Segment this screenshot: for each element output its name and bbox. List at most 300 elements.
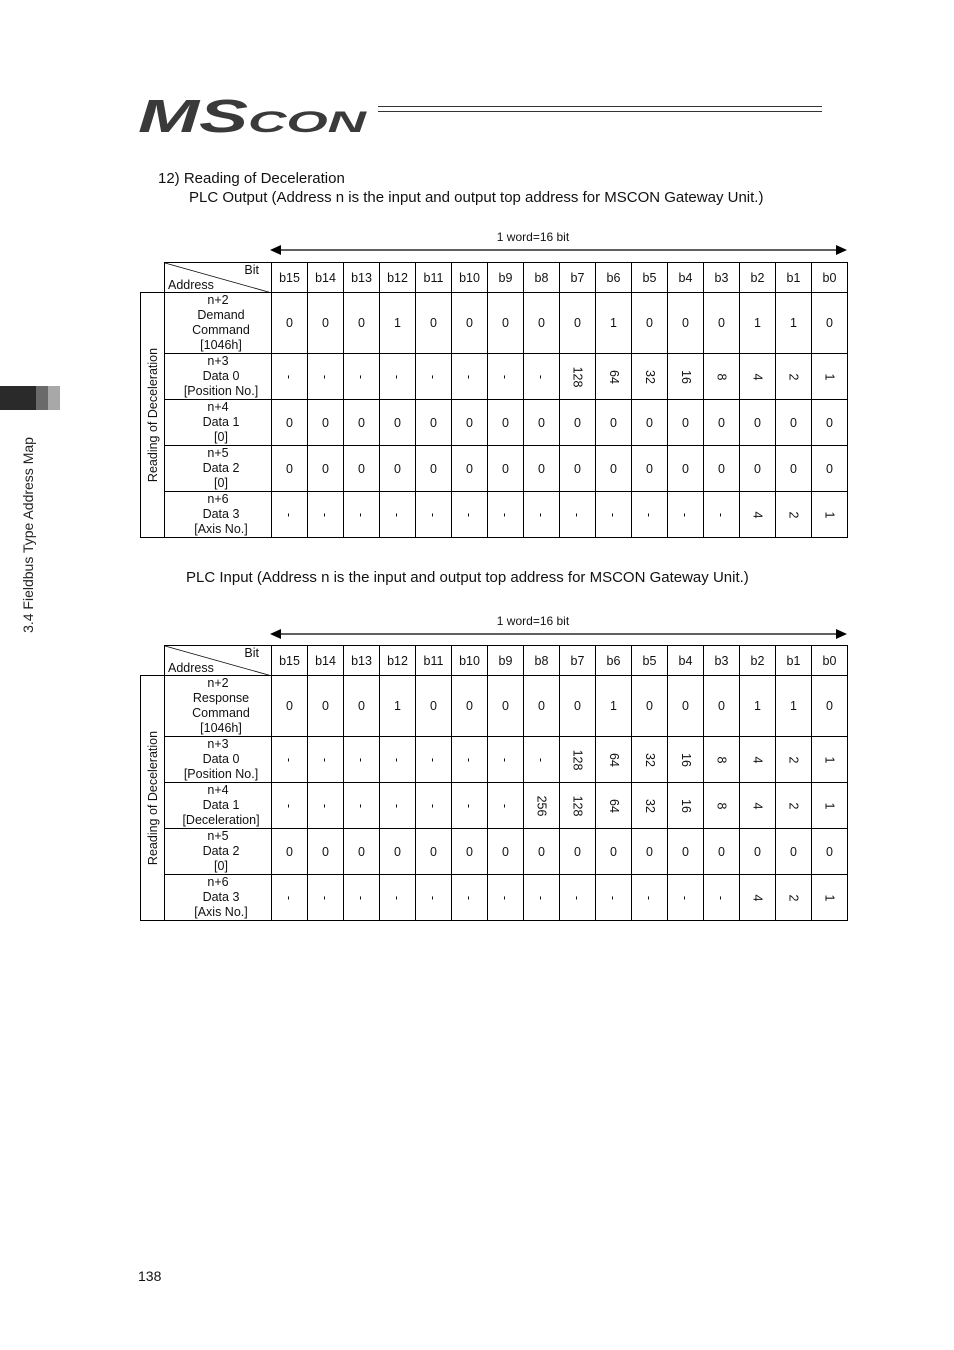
bit-value: 1 [790, 316, 797, 330]
bit-value: 0 [718, 415, 725, 430]
bit-value: - [426, 512, 441, 517]
bit-cell [776, 293, 812, 354]
bit-header: b6 [596, 263, 632, 293]
bit-value: - [282, 512, 297, 517]
bit-cell [380, 354, 416, 400]
bit-value: - [426, 757, 441, 762]
bit-value: 0 [718, 316, 725, 330]
bit-cell [740, 354, 776, 400]
bit-cell [704, 783, 740, 829]
bit-cell [596, 783, 632, 829]
bit-cell [812, 875, 848, 921]
bit-cell [344, 400, 380, 446]
bit-value: - [354, 757, 369, 762]
bit-cell [380, 492, 416, 538]
bit-value: 0 [754, 844, 761, 859]
bit-value: 0 [466, 316, 473, 330]
bit-cell [452, 875, 488, 921]
bit-cell [812, 492, 848, 538]
bit-value: - [354, 512, 369, 517]
bit-cell [380, 875, 416, 921]
address-description: Data 3 [202, 890, 240, 904]
bit-value: 0 [826, 699, 833, 713]
address-description: [0] [214, 476, 228, 490]
bit-cell [596, 400, 632, 446]
bit-value: - [354, 895, 369, 900]
bit-value: 0 [358, 844, 365, 859]
bit-value: 0 [790, 415, 797, 430]
bit-value: - [498, 895, 513, 900]
address-cell [165, 737, 272, 783]
bit-cell [272, 492, 308, 538]
bit-value: 0 [358, 415, 365, 430]
bit-cell [488, 783, 524, 829]
bit-cell [308, 875, 344, 921]
bit-value: 2 [786, 373, 801, 380]
bit-cell [308, 676, 344, 737]
bit-value: - [390, 895, 405, 900]
bit-value: 0 [322, 844, 329, 859]
bit-value: 0 [322, 316, 329, 330]
bit-value: 128 [570, 366, 585, 387]
bit-value: 0 [538, 699, 545, 713]
plc-output-heading: PLC Output (Address n is the input and output top address for MSCON Gateway Unit.) [189, 189, 764, 206]
bit-value: 0 [430, 415, 437, 430]
table-row [141, 400, 848, 446]
address-description: Response [192, 691, 250, 705]
bit-header: b7 [560, 263, 596, 293]
bit-cell [668, 737, 704, 783]
address-offset: n+5 [207, 446, 229, 460]
bit-cell [344, 446, 380, 492]
bit-cell [272, 446, 308, 492]
address-description: [Position No.] [183, 384, 259, 398]
bit-cell [632, 492, 668, 538]
bit-value: 0 [322, 699, 329, 713]
table-row [141, 829, 848, 875]
bit-cell [596, 875, 632, 921]
bit-cell [812, 829, 848, 875]
address-offset: n+6 [207, 492, 229, 506]
header-rule [378, 106, 822, 107]
bit-cell [344, 783, 380, 829]
bit-value: 0 [286, 461, 293, 476]
bit-cell [668, 354, 704, 400]
bit-value: 1 [822, 756, 837, 763]
bit-value: 8 [714, 802, 729, 809]
page-number: 138 [138, 1268, 162, 1284]
bit-value: 0 [538, 461, 545, 476]
bit-value: - [462, 374, 477, 379]
bit-cell [812, 676, 848, 737]
bit-value: 0 [358, 316, 365, 330]
bit-value: 0 [430, 699, 437, 713]
bit-value: 0 [574, 415, 581, 430]
bit-value: 0 [430, 844, 437, 859]
bit-cell [416, 737, 452, 783]
address-description: Data 3 [202, 507, 240, 521]
header-spacer [141, 263, 165, 293]
bit-value: - [282, 757, 297, 762]
bit-value: 16 [678, 369, 693, 384]
bit-cell [308, 737, 344, 783]
bit-cell [596, 293, 632, 354]
bit-value: 8 [714, 373, 729, 380]
bit-header: b4 [668, 263, 704, 293]
bit-cell [632, 783, 668, 829]
mscon-logo [136, 92, 376, 140]
table-row [141, 354, 848, 400]
bit-value: 0 [286, 699, 293, 713]
bit-cell [560, 875, 596, 921]
bit-value: 1 [822, 802, 837, 809]
bit-cell [452, 293, 488, 354]
bit-value: 0 [682, 316, 689, 330]
bit-value: 0 [466, 461, 473, 476]
bit-value: 0 [286, 844, 293, 859]
bit-label: Bit [244, 646, 259, 660]
bit-cell [740, 492, 776, 538]
bit-value: - [426, 374, 441, 379]
bit-header: b15 [272, 646, 308, 676]
bit-value: 64 [606, 369, 621, 384]
word-span-arrow [270, 627, 848, 641]
bit-header: b1 [776, 646, 812, 676]
header-rule [378, 111, 822, 112]
bit-cell [632, 446, 668, 492]
bit-value: 0 [826, 461, 833, 476]
bit-cell [776, 875, 812, 921]
table-row [141, 875, 848, 921]
header-row [141, 263, 848, 293]
address-description: [0] [214, 859, 228, 873]
bit-value: 0 [682, 699, 689, 713]
bit-cell [632, 400, 668, 446]
bit-cell [704, 875, 740, 921]
bit-cell [596, 492, 632, 538]
address-cell [165, 354, 272, 400]
bit-value: - [462, 757, 477, 762]
bit-header: b3 [704, 646, 740, 676]
bit-value: - [390, 803, 405, 808]
bit-cell [812, 293, 848, 354]
bit-cell [272, 829, 308, 875]
bit-cell [308, 400, 344, 446]
bit-cell [452, 737, 488, 783]
address-label: Address [168, 278, 214, 292]
bit-header: b3 [704, 263, 740, 293]
bit-cell [704, 446, 740, 492]
bit-value: 0 [718, 844, 725, 859]
svg-text:CON: CON [248, 106, 369, 139]
bit-cell [596, 354, 632, 400]
bit-cell [416, 492, 452, 538]
bit-cell [452, 676, 488, 737]
bit-header: b7 [560, 646, 596, 676]
plc-input-heading: PLC Input (Address n is the input and output top address for MSCON Gateway Unit.) [186, 569, 749, 586]
plc-output-table [140, 262, 848, 538]
address-cell [165, 293, 272, 354]
bit-value: - [570, 512, 585, 517]
bit-cell [308, 293, 344, 354]
bit-cell [308, 492, 344, 538]
bit-value: - [714, 895, 729, 900]
bit-cell [488, 676, 524, 737]
address-description: Data 1 [202, 415, 240, 429]
bit-value: 0 [826, 316, 833, 330]
bit-header: b4 [668, 646, 704, 676]
bit-header: b8 [524, 646, 560, 676]
address-description: [0] [214, 430, 228, 444]
bit-cell [560, 829, 596, 875]
address-description: Data 2 [202, 844, 240, 858]
bit-cell [704, 354, 740, 400]
bit-cell [272, 676, 308, 737]
bit-header: b10 [452, 646, 488, 676]
bit-value: 0 [754, 461, 761, 476]
bit-value: - [426, 895, 441, 900]
bit-value: - [318, 803, 333, 808]
bit-cell [524, 354, 560, 400]
bit-cell [776, 737, 812, 783]
bit-cell [812, 400, 848, 446]
bit-cell [416, 875, 452, 921]
bit-cell [740, 400, 776, 446]
bit-cell [632, 829, 668, 875]
bit-cell [668, 676, 704, 737]
bit-cell [704, 829, 740, 875]
bit-cell [560, 783, 596, 829]
address-label: Address [168, 661, 214, 675]
bit-value: 0 [394, 844, 401, 859]
bit-cell [560, 354, 596, 400]
bit-address-corner [165, 646, 272, 676]
bit-header: b13 [344, 646, 380, 676]
bit-value: 4 [750, 756, 765, 763]
header-spacer [141, 646, 165, 676]
bit-header: b5 [632, 263, 668, 293]
bit-cell [560, 737, 596, 783]
bit-value: - [282, 895, 297, 900]
bit-value: 8 [714, 756, 729, 763]
bit-value: 0 [790, 844, 797, 859]
bit-value: 16 [678, 752, 693, 767]
bit-value: 2 [786, 511, 801, 518]
bit-cell [380, 400, 416, 446]
bit-value: - [714, 512, 729, 517]
bit-value: 0 [682, 461, 689, 476]
bit-cell [668, 829, 704, 875]
bit-value: 0 [430, 461, 437, 476]
group-label-cell [141, 293, 165, 538]
bit-value: 0 [646, 844, 653, 859]
bit-cell [560, 446, 596, 492]
bit-cell [668, 400, 704, 446]
bit-value: - [534, 895, 549, 900]
bit-cell [380, 676, 416, 737]
address-offset: n+4 [207, 400, 229, 414]
bit-cell [272, 400, 308, 446]
bit-cell [452, 492, 488, 538]
table-row [141, 783, 848, 829]
bit-header: b10 [452, 263, 488, 293]
bit-cell [596, 446, 632, 492]
bit-cell [524, 446, 560, 492]
bit-value: 0 [646, 415, 653, 430]
bit-cell [560, 293, 596, 354]
bit-cell [740, 783, 776, 829]
bit-value: 0 [538, 844, 545, 859]
bit-value: 0 [574, 844, 581, 859]
bit-value: - [354, 803, 369, 808]
bit-value: - [318, 895, 333, 900]
table-row [141, 446, 848, 492]
bit-header: b5 [632, 646, 668, 676]
group-label-cell [141, 676, 165, 921]
bit-cell [704, 400, 740, 446]
bit-cell [452, 354, 488, 400]
bit-value: 0 [826, 415, 833, 430]
bit-value: 0 [826, 844, 833, 859]
bit-value: 0 [466, 415, 473, 430]
bit-value: 1 [610, 316, 617, 330]
address-offset: n+6 [207, 875, 229, 889]
bit-cell [668, 492, 704, 538]
bit-value: - [390, 512, 405, 517]
bit-header: b11 [416, 263, 452, 293]
bit-value: - [390, 374, 405, 379]
bit-cell [704, 293, 740, 354]
bit-value: 0 [574, 699, 581, 713]
bit-value: - [462, 803, 477, 808]
bit-value: 0 [466, 844, 473, 859]
bit-cell [740, 875, 776, 921]
bit-cell [344, 737, 380, 783]
bit-header: b14 [308, 646, 344, 676]
bit-value: 0 [646, 699, 653, 713]
bit-cell [488, 829, 524, 875]
bit-value: 4 [750, 511, 765, 518]
bit-cell [344, 676, 380, 737]
bit-cell [380, 737, 416, 783]
bit-cell [668, 446, 704, 492]
address-cell [165, 676, 272, 737]
address-cell [165, 492, 272, 538]
bit-cell [272, 875, 308, 921]
bit-cell [776, 354, 812, 400]
bit-value: - [462, 895, 477, 900]
bit-value: 1 [754, 316, 761, 330]
bit-value: 0 [466, 699, 473, 713]
bit-value: - [462, 512, 477, 517]
group-label: Reading of Deceleration [145, 347, 160, 483]
bit-cell [488, 446, 524, 492]
address-offset: n+4 [207, 783, 229, 797]
bit-cell [740, 293, 776, 354]
bit-cell [308, 829, 344, 875]
bit-cell [560, 400, 596, 446]
bit-value: 1 [822, 511, 837, 518]
bit-cell [812, 354, 848, 400]
bit-value: 0 [682, 844, 689, 859]
bit-header: b1 [776, 263, 812, 293]
bit-cell [344, 829, 380, 875]
bit-cell [632, 293, 668, 354]
bit-value: 0 [538, 316, 545, 330]
table-row [141, 676, 848, 737]
bit-cell [524, 829, 560, 875]
bit-cell [344, 492, 380, 538]
bit-value: 0 [538, 415, 545, 430]
bit-value: - [498, 374, 513, 379]
address-description: Data 0 [202, 369, 240, 383]
address-offset: n+3 [207, 354, 229, 368]
bit-cell [632, 737, 668, 783]
bit-header: b2 [740, 646, 776, 676]
bit-value: 0 [646, 461, 653, 476]
bit-cell [740, 676, 776, 737]
bit-value: 0 [430, 316, 437, 330]
bit-value: 16 [678, 798, 693, 813]
bit-value: 64 [606, 752, 621, 767]
word-span-arrow [270, 243, 848, 257]
bit-header: b8 [524, 263, 560, 293]
bit-cell [380, 783, 416, 829]
bit-cell [776, 492, 812, 538]
bit-value: - [354, 374, 369, 379]
address-description: [Axis No.] [194, 522, 248, 536]
bit-value: - [606, 512, 621, 517]
bit-cell [632, 875, 668, 921]
bit-cell [632, 676, 668, 737]
word-size-label: 1 word=16 bit [496, 230, 570, 244]
bit-value: 0 [322, 461, 329, 476]
bit-header: b9 [488, 263, 524, 293]
bit-value: - [642, 512, 657, 517]
bit-cell [272, 354, 308, 400]
bit-cell [632, 354, 668, 400]
bit-address-corner [165, 263, 272, 293]
bit-cell [524, 783, 560, 829]
bit-header: b6 [596, 646, 632, 676]
section-side-label: 3.4 Fieldbus Type Address Map [20, 437, 36, 633]
address-description: [Position No.] [183, 767, 259, 781]
bit-cell [416, 446, 452, 492]
bit-value: - [678, 512, 693, 517]
address-cell [165, 446, 272, 492]
bit-header: b12 [380, 263, 416, 293]
bit-header: b14 [308, 263, 344, 293]
bit-cell [740, 446, 776, 492]
bit-value: 0 [502, 415, 509, 430]
bit-cell [596, 737, 632, 783]
bit-value: 0 [502, 699, 509, 713]
bit-cell [416, 829, 452, 875]
bit-cell [740, 829, 776, 875]
svg-text:MS: MS [138, 92, 249, 140]
bit-value: 1 [790, 699, 797, 713]
bit-value: 1 [394, 699, 401, 713]
bit-label: Bit [244, 263, 259, 277]
side-tab-marker [0, 386, 60, 410]
bit-cell [812, 446, 848, 492]
bit-cell [272, 293, 308, 354]
address-description: [1046h] [200, 338, 242, 352]
bit-cell [704, 676, 740, 737]
address-cell [165, 829, 272, 875]
bit-header: b9 [488, 646, 524, 676]
bit-value: 4 [750, 894, 765, 901]
